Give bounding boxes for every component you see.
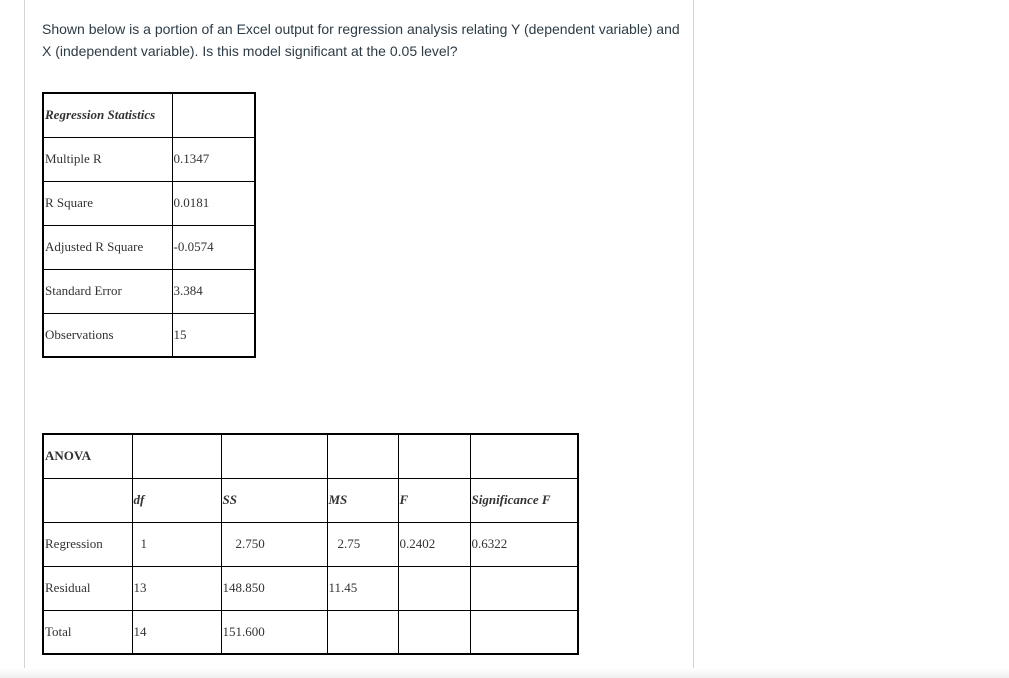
ms-value: 2.75 — [327, 522, 398, 566]
stat-label: Adjusted R Square — [43, 225, 172, 269]
ms-value — [327, 610, 398, 654]
anova-table — [42, 433, 579, 655]
ms-value: 11.45 — [327, 566, 398, 610]
row-label: Total — [43, 610, 132, 654]
f-value — [398, 566, 470, 610]
stat-label: Standard Error — [43, 269, 172, 313]
column-header-ss: SS — [221, 478, 327, 522]
ss-value: 2.750 — [221, 522, 327, 566]
empty-cell — [398, 434, 470, 478]
f-value — [398, 610, 470, 654]
table-header-row — [43, 478, 578, 522]
bottom-shade — [0, 668, 1009, 678]
column-header-ms: MS — [327, 478, 398, 522]
column-header-df: df — [132, 478, 221, 522]
df-value: 1 — [132, 522, 221, 566]
question-text: Shown below is a portion of an Excel output for regression analysis relating Y (dependent variable) and X (independent variable). Is this model significant at the 0.05 level? — [42, 21, 680, 59]
empty-cell — [221, 434, 327, 478]
table-row — [43, 93, 255, 137]
table-row — [43, 434, 578, 478]
significance-f-value: 0.6322 — [470, 522, 578, 566]
stat-value: 0.0181 — [172, 181, 255, 225]
stat-label: Multiple R — [43, 137, 172, 181]
table-row — [43, 313, 255, 357]
column-header-f: F — [398, 478, 470, 522]
regression-statistics-title: Regression Statistics — [43, 93, 172, 137]
table-row — [43, 181, 255, 225]
regression-statistics-table — [42, 92, 256, 358]
stat-value: 3.384 — [172, 269, 255, 313]
significance-f-value — [470, 610, 578, 654]
stat-label: Observations — [43, 313, 172, 357]
row-label: Regression — [43, 522, 132, 566]
table-row — [43, 225, 255, 269]
significance-f-value — [470, 566, 578, 610]
f-value: 0.2402 — [398, 522, 470, 566]
ss-value: 148.850 — [221, 566, 327, 610]
stat-value: 15 — [172, 313, 255, 357]
stat-value: 0.1347 — [172, 137, 255, 181]
empty-cell — [43, 478, 132, 522]
table-row — [43, 522, 578, 566]
row-label: Residual — [43, 566, 132, 610]
table-row — [43, 137, 255, 181]
df-value: 14 — [132, 610, 221, 654]
empty-cell — [172, 93, 255, 137]
empty-cell — [470, 434, 578, 478]
table-row — [43, 610, 578, 654]
ss-value: 151.600 — [221, 610, 327, 654]
stat-value: -0.0574 — [172, 225, 255, 269]
anova-title: ANOVA — [43, 434, 132, 478]
stat-label: R Square — [43, 181, 172, 225]
df-value: 13 — [132, 566, 221, 610]
column-header-significance-f: Significance F — [470, 478, 578, 522]
empty-cell — [327, 434, 398, 478]
empty-cell — [132, 434, 221, 478]
table-row — [43, 566, 578, 610]
table-row — [43, 269, 255, 313]
